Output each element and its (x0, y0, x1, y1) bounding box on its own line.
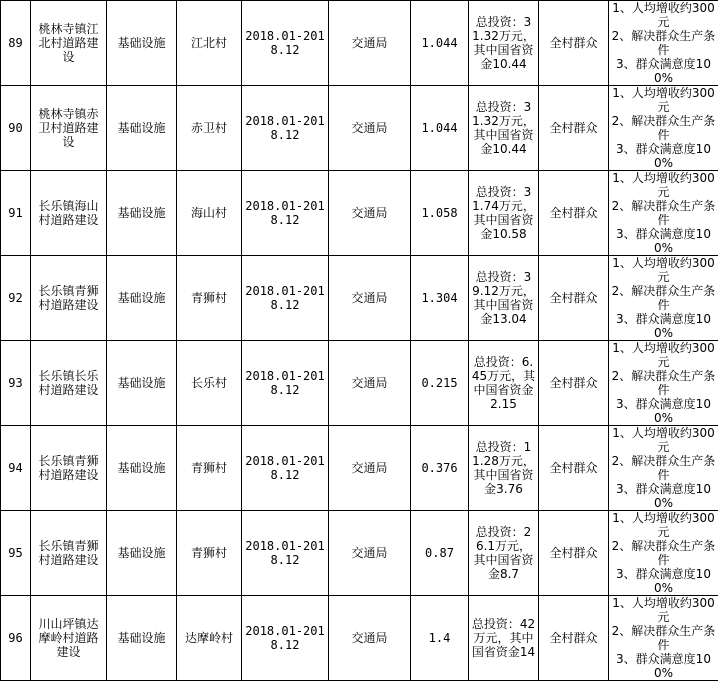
scale-cell: 1.304 (411, 256, 469, 341)
period-cell: 2018.01-2018.12 (242, 511, 329, 596)
investment-cell: 总投资：6.45万元，其中国省资金2.15 (469, 341, 539, 426)
village-cell: 青狮村 (177, 256, 242, 341)
department-cell: 交通局 (329, 596, 411, 681)
department-cell: 交通局 (329, 1, 411, 86)
village-cell: 达摩岭村 (177, 596, 242, 681)
investment-cell: 总投资：31.32万元，其中国省资金10.44 (469, 1, 539, 86)
effect-line: 2、解决群众生产条件 (611, 624, 716, 652)
investment-cell: 总投资：26.1万元，其中国省资金8.7 (469, 511, 539, 596)
period-cell: 2018.01-2018.12 (242, 426, 329, 511)
effect-line: 1、人均增收约300元 (611, 426, 716, 454)
department-cell: 交通局 (329, 86, 411, 171)
effects-cell (609, 511, 718, 596)
effect-line: 1、人均增收约300元 (611, 511, 716, 539)
effect-line: 1、人均增收约300元 (611, 256, 716, 284)
beneficiary-cell: 全村群众 (539, 1, 609, 86)
investment-cell: 总投资：31.32万元，其中国省资金10.44 (469, 86, 539, 171)
investment-cell: 总投资：42万元，其中国省资金14 (469, 596, 539, 681)
effects-cell (609, 341, 718, 426)
effect-line: 2、解决群众生产条件 (611, 284, 716, 312)
project-name-cell: 长乐镇青狮村道路建设 (31, 256, 107, 341)
effect-line: 2、解决群众生产条件 (611, 369, 716, 397)
effect-line: 3、群众满意度100% (611, 652, 716, 680)
category-cell: 基础设施 (107, 511, 177, 596)
beneficiary-cell: 全村群众 (539, 511, 609, 596)
project-name-cell: 川山坪镇达摩岭村道路建设 (31, 596, 107, 681)
category-cell: 基础设施 (107, 341, 177, 426)
effect-line: 2、解决群众生产条件 (611, 29, 716, 57)
scale-cell: 1.4 (411, 596, 469, 681)
effect-line: 2、解决群众生产条件 (611, 114, 716, 142)
effect-line: 2、解决群众生产条件 (611, 199, 716, 227)
effects-cell (609, 1, 718, 86)
effects-cell (609, 256, 718, 341)
beneficiary-cell: 全村群众 (539, 256, 609, 341)
category-cell: 基础设施 (107, 1, 177, 86)
effect-line: 1、人均增收约300元 (611, 86, 716, 114)
effect-line: 1、人均增收约300元 (611, 596, 716, 624)
village-cell: 赤卫村 (177, 86, 242, 171)
investment-cell: 总投资：39.12万元，其中国省资金13.04 (469, 256, 539, 341)
table-row (1, 256, 718, 341)
row-number-cell: 92 (1, 256, 31, 341)
row-number-cell: 93 (1, 341, 31, 426)
effect-line: 3、群众满意度100% (611, 57, 716, 85)
effect-line: 3、群众满意度100% (611, 482, 716, 510)
period-cell: 2018.01-2018.12 (242, 171, 329, 256)
department-cell: 交通局 (329, 511, 411, 596)
effect-line: 3、群众满意度100% (611, 397, 716, 425)
category-cell: 基础设施 (107, 596, 177, 681)
row-number-cell: 91 (1, 171, 31, 256)
effects-cell (609, 426, 718, 511)
table-row (1, 511, 718, 596)
effect-line: 3、群众满意度100% (611, 227, 716, 255)
investment-cell: 总投资：11.28万元，其中国省资金3.76 (469, 426, 539, 511)
period-cell: 2018.01-2018.12 (242, 341, 329, 426)
table-row (1, 426, 718, 511)
department-cell: 交通局 (329, 171, 411, 256)
village-cell: 海山村 (177, 171, 242, 256)
table-row (1, 86, 718, 171)
project-name-cell: 长乐镇海山村道路建设 (31, 171, 107, 256)
effect-line: 3、群众满意度100% (611, 142, 716, 170)
effect-line: 3、群众满意度100% (611, 312, 716, 340)
category-cell: 基础设施 (107, 426, 177, 511)
table-body (1, 1, 718, 681)
project-name-cell: 长乐镇青狮村道路建设 (31, 426, 107, 511)
table-row (1, 1, 718, 86)
village-cell: 江北村 (177, 1, 242, 86)
department-cell: 交通局 (329, 256, 411, 341)
effect-line: 2、解决群众生产条件 (611, 454, 716, 482)
village-cell: 青狮村 (177, 511, 242, 596)
category-cell: 基础设施 (107, 171, 177, 256)
table-row (1, 341, 718, 426)
period-cell: 2018.01-2018.12 (242, 596, 329, 681)
row-number-cell: 96 (1, 596, 31, 681)
period-cell: 2018.01-2018.12 (242, 86, 329, 171)
scale-cell: 1.058 (411, 171, 469, 256)
row-number-cell: 89 (1, 1, 31, 86)
scale-cell: 1.044 (411, 86, 469, 171)
beneficiary-cell: 全村群众 (539, 596, 609, 681)
scale-cell: 1.044 (411, 1, 469, 86)
period-cell: 2018.01-2018.12 (242, 256, 329, 341)
row-number-cell: 90 (1, 86, 31, 171)
row-number-cell: 94 (1, 426, 31, 511)
effects-cell (609, 596, 718, 681)
project-name-cell: 桃林寺镇江北村道路建设 (31, 1, 107, 86)
effect-line: 3、群众满意度100% (611, 567, 716, 595)
effect-line: 1、人均增收约300元 (611, 171, 716, 199)
category-cell: 基础设施 (107, 256, 177, 341)
period-cell: 2018.01-2018.12 (242, 1, 329, 86)
beneficiary-cell: 全村群众 (539, 86, 609, 171)
beneficiary-cell: 全村群众 (539, 426, 609, 511)
village-cell: 长乐村 (177, 341, 242, 426)
effects-cell (609, 86, 718, 171)
scale-cell: 0.87 (411, 511, 469, 596)
village-cell: 青狮村 (177, 426, 242, 511)
beneficiary-cell: 全村群众 (539, 171, 609, 256)
scale-cell: 0.376 (411, 426, 469, 511)
row-number-cell: 95 (1, 511, 31, 596)
effects-cell (609, 171, 718, 256)
scale-cell: 0.215 (411, 341, 469, 426)
project-name-cell: 桃林寺镇赤卫村道路建设 (31, 86, 107, 171)
effect-line: 1、人均增收约300元 (611, 341, 716, 369)
effect-line: 2、解决群众生产条件 (611, 539, 716, 567)
investment-cell: 总投资：31.74万元，其中国省资金10.58 (469, 171, 539, 256)
effect-line: 1、人均增收约300元 (611, 1, 716, 29)
project-name-cell: 长乐镇长乐村道路建设 (31, 341, 107, 426)
table-row (1, 596, 718, 681)
table-row (1, 171, 718, 256)
project-name-cell: 长乐镇青狮村道路建设 (31, 511, 107, 596)
department-cell: 交通局 (329, 341, 411, 426)
beneficiary-cell: 全村群众 (539, 341, 609, 426)
department-cell: 交通局 (329, 426, 411, 511)
category-cell: 基础设施 (107, 86, 177, 171)
